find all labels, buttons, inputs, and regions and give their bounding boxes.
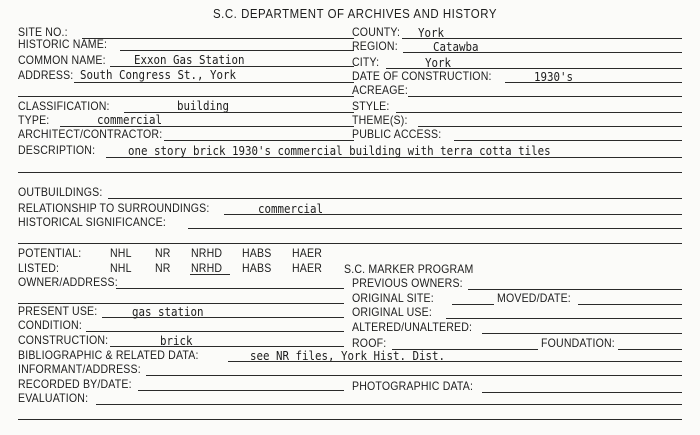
blank-line (18, 96, 354, 97)
listed-nr: NR (155, 261, 171, 275)
moved-date-label: MOVED/DATE: (497, 291, 571, 305)
potential-nrhd: NRHD (191, 246, 223, 260)
address-label: ADDRESS: (18, 68, 74, 82)
marker-program-label: S.C. MARKER PROGRAM (344, 262, 474, 276)
listed-nrhd: NRHD (191, 261, 223, 275)
potential-nhl: NHL (110, 246, 132, 260)
potential-haer: HAER (292, 246, 323, 260)
original-use-line (446, 318, 682, 319)
potential-habs: HABS (242, 246, 272, 260)
listed-nrhd-underline (190, 274, 230, 275)
common-name-label: COMMON NAME: (18, 53, 106, 67)
previous-owners-label: PREVIOUS OWNERS: (352, 276, 463, 290)
architect-label: ARCHITECT/CONTRACTOR: (18, 127, 163, 141)
county-value: York (418, 26, 445, 40)
date-of-construction-value: 1930's (534, 70, 574, 84)
significance-line (188, 228, 682, 229)
original-site-label: ORIGINAL SITE: (352, 291, 434, 305)
previous-owners-line (468, 289, 682, 290)
construction-line (110, 346, 344, 347)
informant-label: INFORMANT/ADDRESS: (18, 362, 141, 376)
county-label: COUNTY: (352, 25, 401, 39)
site-no-label: SITE NO.: (18, 25, 68, 39)
date-of-construction-label: DATE OF CONSTRUCTION: (352, 69, 492, 83)
description-line (106, 157, 682, 158)
present-use-label: PRESENT USE: (18, 304, 98, 318)
classification-label: CLASSIFICATION: (18, 99, 110, 113)
photographic-line (482, 392, 682, 393)
photographic-label: PHOTOGRAPHIC DATA: (352, 379, 474, 393)
city-label: CITY: (352, 55, 380, 69)
classification-value: building (177, 99, 230, 113)
acreage-label: ACREAGE: (352, 83, 408, 97)
owner-line (116, 288, 344, 289)
description-line-2 (18, 172, 682, 173)
bibliographic-value: see NR files, York Hist. Dist. (250, 349, 446, 363)
common-name-line (110, 66, 354, 67)
altered-label: ALTERED/UNALTERED: (352, 320, 473, 334)
listed-nhl: NHL (110, 261, 132, 275)
roof-label: ROOF: (352, 336, 387, 350)
date-of-construction-line (505, 82, 682, 83)
construction-label: CONSTRUCTION: (18, 333, 109, 347)
themes-label: THEME(S): (352, 113, 408, 127)
present-use-line (102, 317, 344, 318)
public-access-line (454, 140, 682, 141)
relationship-label: RELATIONSHIP TO SURROUNDINGS: (18, 201, 210, 215)
type-label: TYPE: (18, 113, 50, 127)
listed-habs: HABS (242, 261, 272, 275)
present-use-value: gas station (132, 305, 204, 319)
county-line (402, 38, 682, 39)
construction-value: brick (160, 334, 193, 348)
potential-label: POTENTIAL: (18, 246, 82, 260)
architect-line (164, 140, 354, 141)
historic-name-line (120, 50, 354, 51)
historic-name-label: HISTORIC NAME: (18, 37, 108, 51)
moved-date-line (578, 304, 682, 305)
evaluation-line-2 (18, 419, 682, 420)
original-site-line (452, 304, 494, 305)
type-value: commercial (97, 113, 163, 127)
acreage-line (408, 96, 682, 97)
address-line (74, 82, 354, 83)
owner-label: OWNER/ADDRESS: (18, 275, 118, 289)
region-line (403, 52, 682, 53)
evaluation-label: EVALUATION: (18, 391, 89, 405)
roof-line (392, 349, 538, 350)
outbuildings-line (108, 198, 682, 199)
relationship-line (224, 214, 682, 215)
condition-line (86, 331, 344, 332)
condition-label: CONDITION: (18, 318, 82, 332)
relationship-value: commercial (258, 202, 324, 216)
informant-line (146, 375, 682, 376)
city-value: York (425, 56, 452, 70)
recorded-by-label: RECORDED BY/DATE: (18, 377, 132, 391)
public-access-label: PUBLIC ACCESS: (352, 127, 442, 141)
potential-nr: NR (155, 246, 171, 260)
style-label: STYLE: (352, 99, 390, 113)
region-label: REGION: (352, 39, 398, 53)
bibliographic-label: BIBLIOGRAPHIC & RELATED DATA: (18, 348, 199, 362)
common-name-value: Exxon Gas Station (134, 53, 245, 67)
evaluation-line (96, 404, 682, 405)
listed-haer: HAER (292, 261, 323, 275)
altered-line (482, 333, 682, 334)
significance-label: HISTORICAL SIGNIFICANCE: (18, 215, 166, 229)
listed-label: LISTED: (18, 261, 60, 275)
significance-line-2 (18, 243, 682, 244)
region-value: Catawba (433, 40, 479, 54)
foundation-label: FOUNDATION: (541, 336, 615, 350)
address-value: South Congress St., York (80, 68, 237, 82)
description-value: one story brick 1930's commercial building with terra cotta tiles (128, 144, 551, 158)
recorded-by-line (138, 390, 344, 391)
original-use-label: ORIGINAL USE: (352, 305, 432, 319)
themes-line (418, 126, 682, 127)
style-line (396, 112, 682, 113)
form-title: S.C. DEPARTMENT OF ARCHIVES AND HISTORY (213, 6, 497, 21)
foundation-line (618, 349, 682, 350)
site-no-line (82, 38, 354, 39)
bibliographic-line (228, 361, 682, 362)
description-label: DESCRIPTION: (18, 143, 96, 157)
outbuildings-label: OUTBUILDINGS: (18, 185, 103, 199)
